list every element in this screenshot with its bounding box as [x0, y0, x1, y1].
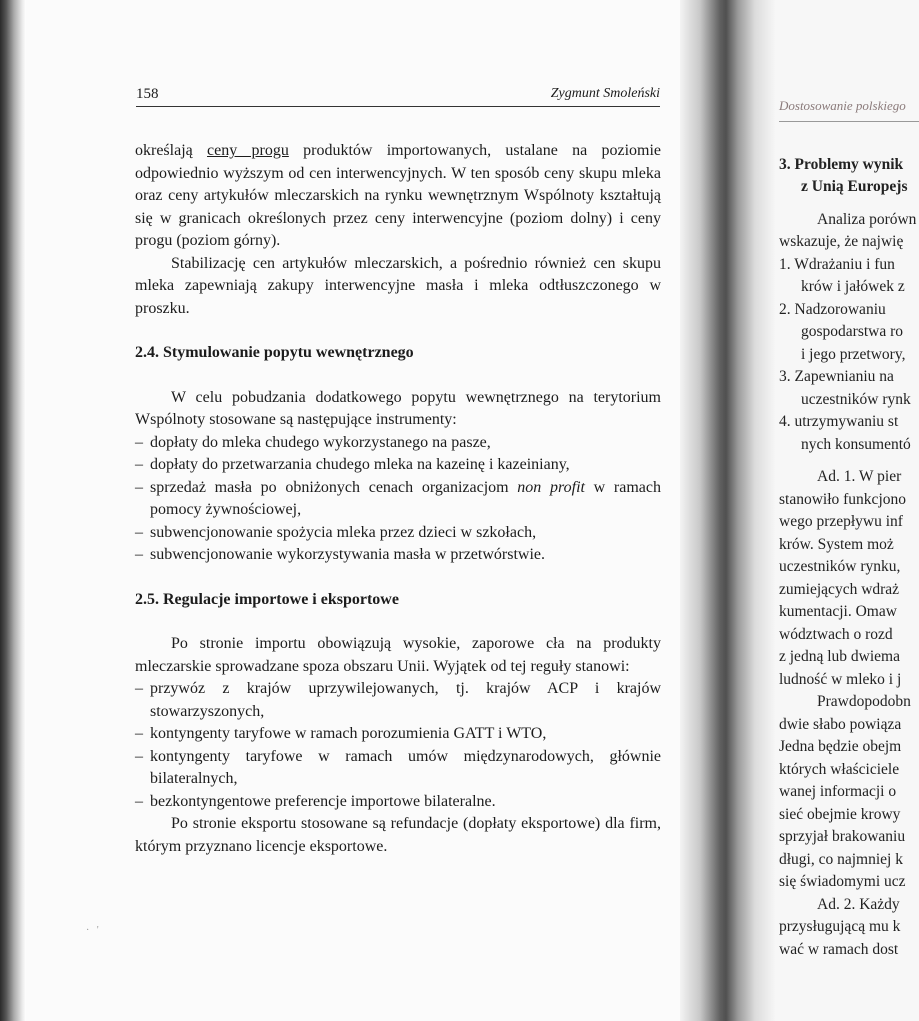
list-item: – przywóz z krajów uprzywilejowanych, tj. krajów ACP i krajów stowarzyszonych,	[135, 678, 661, 723]
right-line: wództwach o rozd	[779, 625, 893, 643]
right-line: Prawdopodobn	[817, 693, 911, 710]
list-item: – dopłaty do mleka chudego wykorzystanego na pasze,	[135, 432, 661, 455]
running-head-author: Zygmunt Smoleński	[550, 86, 660, 101]
right-line: przysługującą mu k	[779, 918, 901, 935]
list-item: – subwencjonowanie wykorzystywania masła w przetwórstwie.	[135, 544, 661, 567]
section-heading-2-5: 2.5. Regulacje importowe i eksportowe	[135, 590, 399, 608]
right-line: kumentacji. Omaw	[779, 603, 897, 620]
right-line: stanowiło funkcjono	[779, 490, 906, 508]
underlined-term: ceny progu	[207, 142, 289, 159]
right-page	[775, 0, 919, 1021]
right-line: 3. Zapewnianiu na	[779, 368, 894, 385]
list-item: – sprzedaż masła po obniżonych cenach organizacjom non profit w ramach pomocy żywnościowej,	[135, 477, 661, 522]
right-line: zumiejących wdraż	[779, 580, 900, 598]
right-line: sieć obejmie krowy	[779, 805, 901, 823]
right-line: 2. Nadzorowaniu	[779, 300, 886, 318]
scan-marks: · '	[86, 925, 99, 936]
right-line: sprzyjał brakowaniu	[779, 828, 906, 845]
section-2-5-closing: Po stronie eksportu stosowane są refundacje (dopłaty eksportowe) dla firm, którym przyznano licencje eksportowe.	[135, 815, 661, 855]
right-line: krów i jałówek z	[801, 278, 905, 295]
paragraph-stabilizacja: Stabilizację cen artykułów mleczarskich, a pośrednio również cen skupu mleka zapewniają zakupy interwencyjne masła i mleka odtłuszczonego w proszku.	[135, 254, 661, 317]
right-line: których właściciele	[779, 760, 900, 778]
right-line: Jedna będzie obejm	[779, 738, 902, 755]
list-item: – bezkontyngentowe preferencje importowe bilateralne.	[135, 791, 661, 814]
page-header	[136, 84, 660, 107]
section-2-5-intro: Po stronie importu obowiązują wysokie, zaporowe cła na produkty mleczarskie sprowadzane spoza obszaru Unii. Wyjątek od tej reguły stanowi:	[135, 635, 661, 675]
right-heading-line-2: z Unią Europejs	[801, 178, 908, 195]
right-line: krów. System moż	[779, 535, 894, 553]
list-item: – dopłaty do przetwarzania chudego mleka na kazeinę i kazeiniany,	[135, 454, 661, 477]
right-line: Analiza porówn	[817, 210, 917, 228]
book-gutter-shadow	[680, 0, 775, 1021]
page-number: 158	[136, 86, 159, 102]
right-line: wego przepływu inf	[779, 513, 903, 530]
right-line: z jedną lub dwiema	[779, 648, 900, 665]
right-line: i jego przetwory,	[801, 345, 906, 363]
right-line: uczestników rynk	[801, 390, 911, 408]
list-item: – kontyngenty taryfowe w ramach porozumienia GATT i WTO,	[135, 723, 661, 746]
right-line: nych konsumentó	[801, 435, 911, 453]
right-line: gospodarstwa ro	[801, 323, 904, 340]
right-line: Ad. 1. W pier	[817, 468, 902, 485]
right-running-head: Dostosowanie polskiego	[779, 95, 919, 122]
right-heading-line-1: 3. Problemy wynik	[779, 155, 904, 173]
right-line: dwie słabo powiąza	[779, 715, 902, 733]
paragraph-ceny-progu: określają ceny progu produktów importowanych, ustalane na poziomie odpowiednio wyższym od cen interwencyjnych. W ten sposób ceny skupu mleka oraz ceny artykułów mleczarskich na rynku wewnętrznym Wspólnoty kształtują się w granicach określonych przez ceny interwencyjne (poziom dolny) i ceny progu (poziom górny).	[135, 142, 662, 249]
right-line: ludność w mleko i j	[779, 670, 902, 688]
right-line: Ad. 2. Każdy	[817, 895, 900, 913]
right-line: się świadomymi ucz	[779, 873, 906, 890]
section-heading-2-4: 2.4. Stymulowanie popytu wewnętrznego	[135, 344, 414, 361]
right-line: uczestników rynku,	[779, 558, 901, 575]
list-item: – subwencjonowanie spożycia mleka przez dzieci w szkołach,	[135, 522, 661, 545]
page-body	[135, 140, 661, 858]
right-line: 4. utrzymywaniu st	[779, 413, 899, 430]
section-2-4-intro: W celu pobudzania dodatkowego popytu wewnętrznego na terytorium Wspólnoty stosowane są następujące instrumenty:	[135, 388, 661, 428]
right-page-text	[779, 95, 919, 961]
italic-term: non profit	[517, 478, 585, 496]
scan-edge-shadow	[0, 0, 26, 1021]
right-line: wać w ramach dost	[779, 940, 899, 958]
list-item: – kontyngenty taryfowe w ramach umów międzynarodowych, głównie bilateralnych,	[135, 746, 661, 791]
section-2-5-list	[135, 678, 661, 813]
right-line: wanej informacji o	[779, 783, 897, 800]
right-line: długi, co najmniej k	[779, 850, 903, 868]
section-2-4-list	[135, 432, 661, 567]
right-line: 1. Wdrażaniu i fun	[779, 255, 895, 273]
right-line: wskazuje, że najwię	[779, 233, 904, 250]
